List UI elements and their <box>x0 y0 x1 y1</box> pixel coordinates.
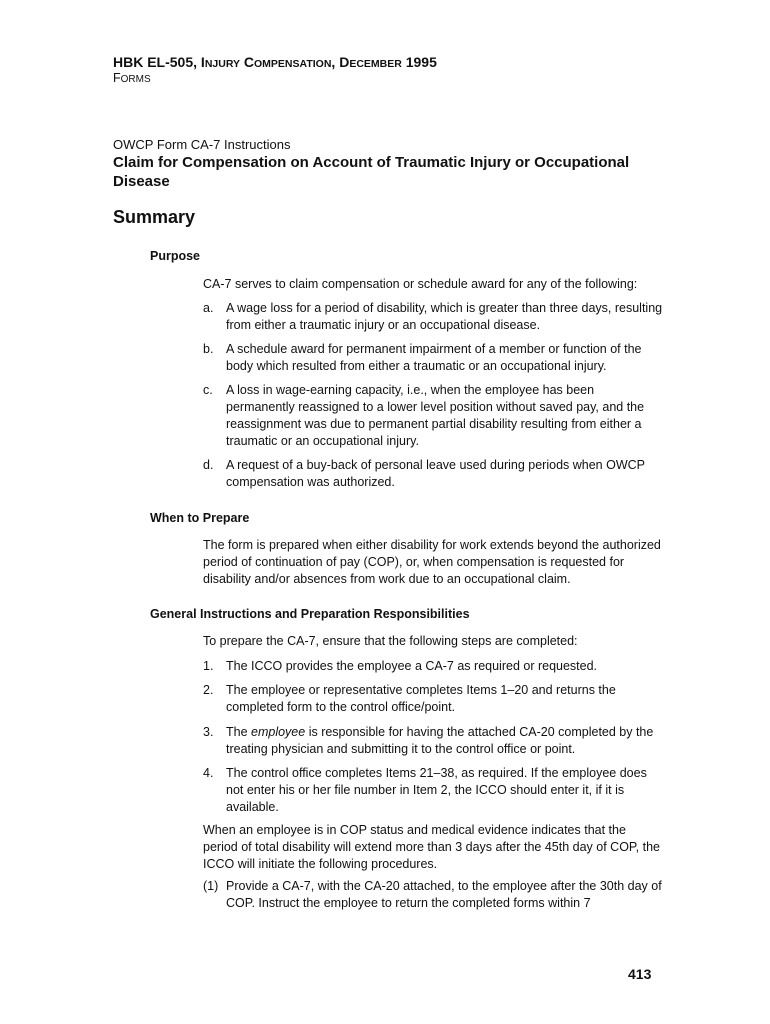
list-text: A wage loss for a period of disability, which is greater than three days, resulting from either a traumatic injury or an occupational disease. <box>226 301 663 332</box>
list-text: The employee is responsible for having the attached CA-20 completed by the treating physician and submitting it to the control office or point. <box>226 725 654 756</box>
list-item <box>203 382 663 450</box>
list-item <box>203 682 663 716</box>
list-marker: 1. <box>203 659 214 673</box>
section-title: Summary <box>113 207 196 227</box>
list-item <box>203 765 663 816</box>
list-marker: c. <box>203 383 213 397</box>
list-marker: a. <box>203 301 214 315</box>
list-marker: 3. <box>203 725 214 739</box>
purpose-intro: CA-7 serves to claim compensation or schedule award for any of the following: <box>203 277 638 291</box>
list-item <box>203 658 663 675</box>
list-marker: 4. <box>203 766 214 780</box>
list-marker: (1) <box>203 879 219 893</box>
list-item <box>203 341 663 375</box>
list-item <box>203 724 663 758</box>
list-marker: b. <box>203 342 214 356</box>
list-text: The employee or representative completes Items 1–20 and returns the completed form to the control office/point. <box>226 683 616 714</box>
list-text: The control office completes Items 21–38, as required. If the employee does not enter his or her file number in Item 2, the ICCO should enter it, if it is available. <box>226 766 647 814</box>
list-text: Provide a CA-7, with the CA-20 attached, to the employee after the 30th day of COP. Instruct the employee to return the completed forms within 7 <box>226 879 662 910</box>
list-item <box>203 457 663 491</box>
page-number: 413 <box>628 966 652 982</box>
list-text: A schedule award for permanent impairment of a member or function of the body which resulted from either a traumatic or an occupational injury. <box>226 342 642 373</box>
list-marker: d. <box>203 458 214 472</box>
document-title: Claim for Compensation on Account of Traumatic Injury or Occupational Disease <box>113 154 630 190</box>
list-text: The ICCO provides the employee a CA-7 as required or requested. <box>226 659 598 673</box>
list-text: A loss in wage-earning capacity, i.e., when the employee has been permanently reassigned to a lower level position without saved pay, and the reassignment was due to permanent partial disability resulting from either a traumatic or an occupational injury. <box>226 383 645 448</box>
form-id: OWCP Form CA-7 Instructions <box>113 137 291 152</box>
cop-paragraph: When an employee is in COP status and medical evidence indicates that the period of total disability will extend more than 3 days after the 45th day of COP, the ICCO will initiate the following procedures. <box>203 823 660 871</box>
list-marker: 2. <box>203 683 214 697</box>
general-intro: To prepare the CA-7, ensure that the following steps are completed: <box>203 634 578 648</box>
list-item <box>203 878 663 912</box>
general-heading: General Instructions and Preparation Responsibilities <box>150 607 470 621</box>
when-heading: When to Prepare <box>150 511 250 525</box>
running-header-title: HBK EL-505, INJURY COMPENSATION, DECEMBER 1995 <box>113 54 437 70</box>
list-text: A request of a buy-back of personal leave used during periods when OWCP compensation was authorized. <box>226 458 645 489</box>
list-item <box>203 300 663 334</box>
when-text: The form is prepared when either disability for work extends beyond the authorized period of continuation of pay (COP), or, when compensation is requested for disability and/or absences from work due to an occupational claim. <box>203 538 661 586</box>
purpose-heading: Purpose <box>150 249 201 263</box>
running-header-section: FORMS <box>113 71 151 85</box>
